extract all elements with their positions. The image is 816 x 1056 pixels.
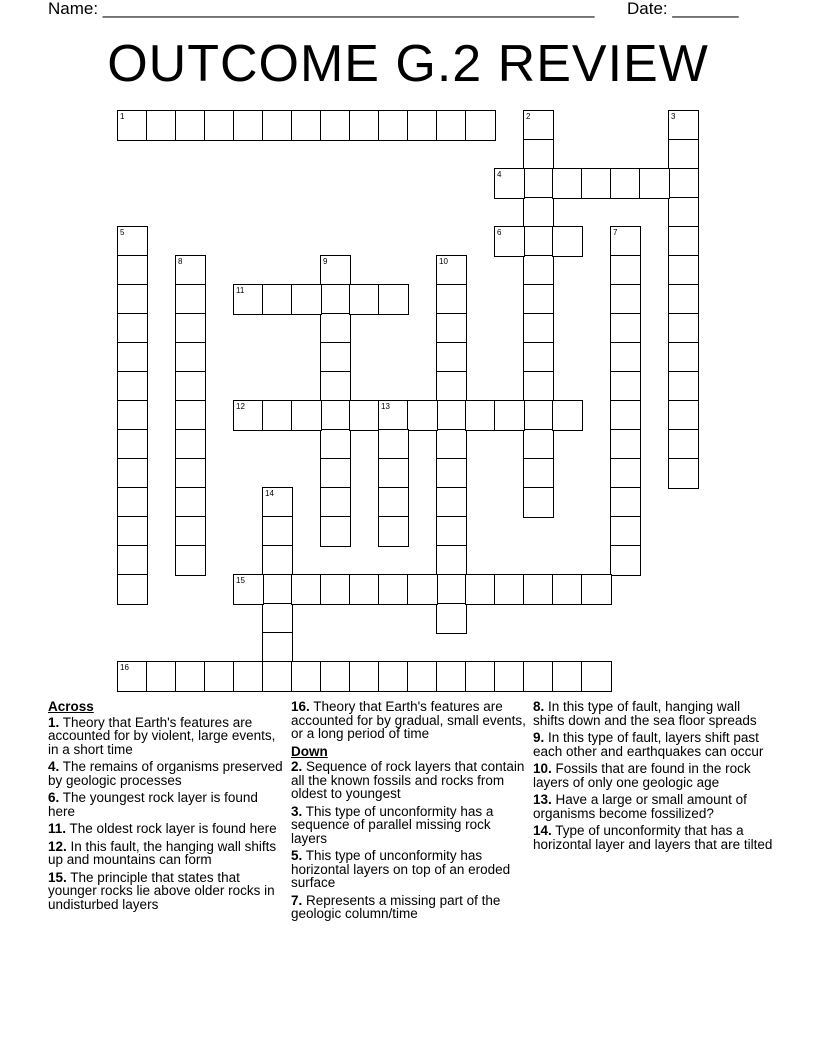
grid-cell[interactable] — [233, 284, 264, 315]
cell-number: 6 — [497, 228, 502, 237]
grid-cell[interactable] — [668, 429, 699, 460]
grid-cell[interactable] — [117, 429, 148, 460]
grid-cell[interactable] — [175, 313, 206, 344]
grid-cell[interactable] — [407, 574, 438, 605]
grid-cell[interactable] — [494, 661, 525, 692]
grid-cell[interactable] — [378, 661, 409, 692]
grid-cell[interactable] — [668, 313, 699, 344]
grid-cell[interactable] — [291, 110, 322, 141]
cell-number: 2 — [526, 112, 531, 121]
grid-cell[interactable] — [436, 313, 467, 344]
clue-across-11: 11. The oldest rock layer is found here — [48, 821, 277, 836]
grid-cell[interactable] — [668, 226, 699, 257]
cell-number: 9 — [323, 257, 328, 266]
cell-number: 15 — [236, 576, 245, 585]
cell-number: 4 — [497, 170, 502, 179]
grid-cell[interactable] — [117, 255, 148, 286]
grid-cell[interactable] — [262, 516, 293, 547]
grid-cell[interactable] — [523, 110, 554, 141]
grid-cell[interactable] — [320, 429, 351, 460]
grid-cell[interactable] — [320, 342, 351, 373]
grid-cell[interactable] — [320, 661, 351, 692]
grid-cell[interactable] — [175, 545, 206, 576]
grid-cell[interactable] — [407, 400, 438, 431]
grid-cell[interactable] — [262, 603, 293, 634]
grid-cell[interactable] — [610, 458, 641, 489]
grid-cell[interactable] — [523, 574, 554, 605]
grid-cell[interactable] — [436, 255, 467, 286]
grid-cell[interactable] — [523, 255, 554, 286]
cell-number: 14 — [265, 489, 274, 498]
grid-cell[interactable] — [552, 661, 583, 692]
grid-cell[interactable] — [610, 400, 641, 431]
grid-cell[interactable] — [552, 226, 583, 257]
grid-cell[interactable] — [146, 110, 177, 141]
grid-cell[interactable] — [262, 545, 293, 576]
grid-cell[interactable] — [291, 400, 322, 431]
cell-number: 8 — [178, 257, 183, 266]
grid-cell[interactable] — [436, 516, 467, 547]
grid-cell[interactable] — [117, 661, 148, 692]
clues-column-2 — [291, 700, 526, 925]
grid-cell[interactable] — [436, 284, 467, 315]
grid-cell[interactable] — [291, 661, 322, 692]
grid-cell[interactable] — [233, 661, 264, 692]
grid-cell[interactable] — [610, 342, 641, 373]
clue-down-9: 9. In this type of fault, layers shift past each other and earthquakes can occur — [533, 730, 764, 759]
grid-cell[interactable] — [668, 110, 699, 141]
grid-cell[interactable] — [668, 168, 699, 199]
clue-down-8: 8. In this type of fault, hanging wall shifts down and the sea floor spreads — [533, 699, 757, 728]
grid-cell[interactable] — [523, 313, 554, 344]
across-heading: Across — [48, 699, 94, 714]
grid-cell[interactable] — [175, 284, 206, 315]
grid-cell[interactable] — [436, 487, 467, 518]
grid-cell[interactable] — [117, 313, 148, 344]
grid-cell[interactable] — [117, 284, 148, 315]
grid-cell[interactable] — [117, 458, 148, 489]
grid-cell[interactable] — [552, 168, 583, 199]
clue-across-6: 6. The youngest rock layer is found here — [48, 790, 258, 819]
grid-cell[interactable] — [320, 458, 351, 489]
grid-cell[interactable] — [494, 400, 525, 431]
grid-cell[interactable] — [175, 458, 206, 489]
clue-across-15: 15. The principle that states that younger rocks lie above older rocks in undisturbed layers — [48, 869, 275, 912]
grid-cell[interactable] — [262, 284, 293, 315]
grid-cell[interactable] — [523, 429, 554, 460]
grid-cell[interactable] — [523, 458, 554, 489]
grid-cell[interactable] — [610, 226, 641, 257]
grid-cell[interactable] — [320, 516, 351, 547]
down-heading: Down — [291, 743, 328, 759]
grid-cell[interactable] — [523, 197, 554, 228]
grid-cell[interactable] — [668, 342, 699, 373]
grid-cell[interactable] — [581, 574, 612, 605]
grid-cell[interactable] — [349, 574, 380, 605]
grid-cell[interactable] — [349, 661, 380, 692]
cell-number: 12 — [236, 402, 245, 411]
grid-cell[interactable] — [175, 487, 206, 518]
grid-cell[interactable] — [378, 429, 409, 460]
grid-cell[interactable] — [175, 342, 206, 373]
grid-cell[interactable] — [523, 284, 554, 315]
clue-down-5: 5. This type of unconformity has horizontal layers on top of an eroded surface — [291, 848, 511, 890]
grid-cell[interactable] — [320, 371, 351, 402]
grid-cell[interactable] — [175, 516, 206, 547]
grid-cell[interactable] — [378, 516, 409, 547]
cell-number: 16 — [120, 663, 129, 672]
grid-cell[interactable] — [523, 661, 554, 692]
clue-across-16: 16. Theory that Earth's features are accounted for by gradual, small events, or a long period of time — [291, 699, 526, 741]
clue-across-12: 12. In this fault, the hanging wall shifts up and mountains can form — [48, 838, 277, 867]
grid-cell[interactable] — [610, 313, 641, 344]
date-field-label[interactable]: Date: _______ — [627, 0, 739, 18]
cell-number: 3 — [671, 112, 676, 121]
grid-cell[interactable] — [233, 574, 264, 605]
clues-column-3 — [533, 700, 773, 855]
grid-cell[interactable] — [407, 661, 438, 692]
grid-cell[interactable] — [436, 110, 467, 141]
grid-cell[interactable] — [436, 371, 467, 402]
clue-down-3: 3. This type of unconformity has a sequence of parallel missing rock layers — [291, 803, 494, 846]
grid-cell[interactable] — [262, 632, 293, 663]
cell-number: 13 — [381, 402, 390, 411]
grid-cell[interactable] — [320, 574, 351, 605]
grid-cell[interactable] — [436, 342, 467, 373]
grid-cell[interactable] — [465, 574, 496, 605]
grid-cell[interactable] — [175, 400, 206, 431]
grid-cell[interactable] — [465, 400, 496, 431]
grid-cell[interactable] — [233, 110, 264, 141]
grid-cell[interactable] — [494, 168, 525, 199]
grid-cell[interactable] — [262, 661, 293, 692]
grid-cell[interactable] — [668, 197, 699, 228]
cell-number: 1 — [120, 112, 125, 121]
grid-cell[interactable] — [610, 284, 641, 315]
grid-cell[interactable] — [378, 284, 409, 315]
grid-cell[interactable] — [581, 661, 612, 692]
grid-cell[interactable] — [204, 110, 235, 141]
page-title: OUTCOME G.2 REVIEW — [107, 35, 709, 93]
grid-cell[interactable] — [610, 487, 641, 518]
grid-cell[interactable] — [436, 458, 467, 489]
grid-cell[interactable] — [175, 110, 206, 141]
grid-cell[interactable] — [436, 400, 467, 431]
clue-across-4: 4. The remains of organisms preserved by geologic processes — [48, 759, 283, 788]
grid-cell[interactable] — [436, 603, 467, 634]
grid-cell[interactable] — [175, 255, 206, 286]
grid-cell[interactable] — [552, 400, 583, 431]
grid-cell[interactable] — [117, 574, 148, 605]
grid-cell[interactable] — [668, 400, 699, 431]
grid-cell[interactable] — [668, 139, 699, 170]
clues-column-1 — [48, 700, 283, 915]
grid-cell[interactable] — [610, 168, 641, 199]
grid-cell[interactable] — [117, 400, 148, 431]
grid-cell[interactable] — [668, 458, 699, 489]
cell-number: 5 — [120, 228, 125, 237]
grid-cell[interactable] — [610, 516, 641, 547]
grid-cell[interactable] — [668, 284, 699, 315]
grid-cell[interactable] — [436, 661, 467, 692]
grid-cell[interactable] — [523, 226, 554, 257]
grid-cell[interactable] — [262, 110, 293, 141]
grid-cell[interactable] — [465, 661, 496, 692]
cell-number: 10 — [439, 257, 448, 266]
cell-number: 7 — [613, 228, 618, 237]
grid-cell[interactable] — [494, 574, 525, 605]
clue-down-2: 2. Sequence of rock layers that contain all the known fossils and rocks from oldest to youngest — [291, 759, 525, 801]
grid-cell[interactable] — [581, 168, 612, 199]
grid-cell[interactable] — [349, 400, 380, 431]
clue-down-7: 7. Represents a missing part of the geologic column/time — [291, 892, 501, 921]
grid-cell[interactable] — [378, 458, 409, 489]
grid-cell[interactable] — [175, 429, 206, 460]
grid-cell[interactable] — [117, 487, 148, 518]
clue-down-10: 10. Fossils that are found in the rock layers of only one geologic age — [533, 761, 751, 790]
grid-cell[interactable] — [262, 400, 293, 431]
grid-cell[interactable] — [407, 110, 438, 141]
grid-cell[interactable] — [117, 110, 148, 141]
grid-cell[interactable] — [639, 168, 670, 199]
grid-cell[interactable] — [262, 487, 293, 518]
grid-cell[interactable] — [465, 110, 496, 141]
clue-down-13: 13. Have a large or small amount of organisms become fossilized? — [533, 792, 747, 821]
grid-cell[interactable] — [146, 661, 177, 692]
grid-cell[interactable] — [668, 255, 699, 286]
grid-cell[interactable] — [436, 429, 467, 460]
grid-cell[interactable] — [320, 400, 351, 431]
grid-cell[interactable] — [436, 545, 467, 576]
grid-cell[interactable] — [349, 284, 380, 315]
grid-cell[interactable] — [378, 574, 409, 605]
grid-cell[interactable] — [552, 574, 583, 605]
grid-cell[interactable] — [320, 255, 351, 286]
grid-cell[interactable] — [523, 400, 554, 431]
clue-across-1: 1. Theory that Earth's features are accounted for by violent, large events, in a short time — [48, 714, 276, 757]
grid-cell[interactable] — [262, 574, 293, 605]
grid-cell[interactable] — [320, 110, 351, 141]
grid-cell[interactable] — [233, 400, 264, 431]
grid-cell[interactable] — [610, 429, 641, 460]
clue-down-14: 14. Type of unconformity that has a horizontal layer and layers that are tilted — [533, 823, 773, 852]
grid-cell[interactable] — [523, 342, 554, 373]
grid-cell[interactable] — [610, 545, 641, 576]
grid-cell[interactable] — [117, 371, 148, 402]
grid-cell[interactable] — [204, 661, 235, 692]
grid-cell[interactable] — [175, 371, 206, 402]
grid-cell[interactable] — [320, 313, 351, 344]
grid-cell[interactable] — [349, 110, 380, 141]
grid-cell[interactable] — [523, 168, 554, 199]
grid-cell[interactable] — [610, 371, 641, 402]
grid-cell[interactable] — [523, 371, 554, 402]
grid-cell[interactable] — [378, 110, 409, 141]
grid-cell[interactable] — [320, 487, 351, 518]
grid-cell[interactable] — [523, 139, 554, 170]
grid-cell[interactable] — [378, 400, 409, 431]
grid-cell[interactable] — [117, 516, 148, 547]
grid-cell[interactable] — [378, 487, 409, 518]
grid-cell[interactable] — [175, 661, 206, 692]
name-field-label[interactable]: Name: ____________________________________________________ — [48, 0, 595, 18]
grid-cell[interactable] — [291, 284, 322, 315]
grid-cell[interactable] — [610, 255, 641, 286]
grid-cell[interactable] — [668, 371, 699, 402]
grid-cell[interactable] — [320, 284, 351, 315]
cell-number: 11 — [236, 286, 245, 295]
grid-cell[interactable] — [117, 226, 148, 257]
grid-cell[interactable] — [117, 545, 148, 576]
grid-cell[interactable] — [291, 574, 322, 605]
header — [48, 0, 768, 20]
grid-cell[interactable] — [523, 487, 554, 518]
grid-cell[interactable] — [436, 574, 467, 605]
grid-cell[interactable] — [494, 226, 525, 257]
grid-cell[interactable] — [117, 342, 148, 373]
